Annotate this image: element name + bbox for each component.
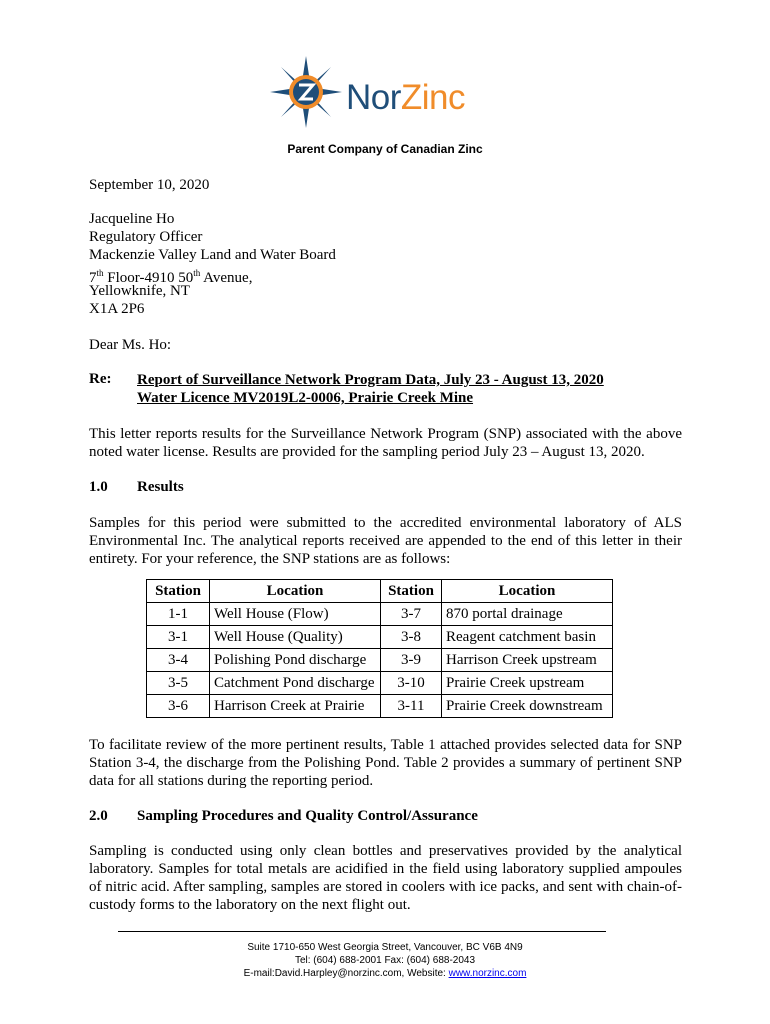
table-row <box>147 603 613 626</box>
table-row <box>147 626 613 649</box>
footer-email: E-mail:David.Harpley@norzinc.com, Website: <box>243 968 449 979</box>
table-cell: Well House (Quality) <box>210 626 381 649</box>
table-row <box>147 649 613 672</box>
table-cell: 1-1 <box>147 603 210 626</box>
section1-paragraph2: To facilitate review of the more pertinent results, Table 1 attached provides selected data for SNP Station 3-4, the discharge from the Polishing Pond. Table 2 provides a summary of pertinent SNP data for all stations during the reporting period. <box>89 737 682 789</box>
section1-paragraph: Samples for this period were submitted to the accredited environmental laboratory of ALS Environmental Inc. The analytical reports received are appended to the end of this letter in their entirety. For your reference, the SNP stations are as follows: <box>89 515 682 567</box>
table-header-station: Station <box>381 580 442 603</box>
table-cell: 3-9 <box>381 649 442 672</box>
footer-address: Suite 1710-650 West Georgia Street, Vancouver, BC V6B 4N9 <box>247 942 523 953</box>
section2-title: Sampling Procedures and Quality Control/Assurance <box>137 808 478 824</box>
footer-divider <box>118 931 606 932</box>
parent-company-line: Parent Company of Canadian Zinc <box>287 142 483 156</box>
section2-number: 2.0 <box>89 808 108 824</box>
section1-title: Results <box>137 479 184 495</box>
table-row <box>147 672 613 695</box>
table-cell: 3-10 <box>381 672 442 695</box>
letter-date: September 10, 2020 <box>89 177 210 193</box>
re-subject-line1: Report of Surveillance Network Program Data, July 23 - August 13, 2020 <box>137 372 604 388</box>
table-cell: Harrison Creek at Prairie <box>210 695 381 718</box>
recipient-postal: X1A 2P6 <box>89 301 145 317</box>
salutation: Dear Ms. Ho: <box>89 337 172 353</box>
recipient-organization: Mackenzie Valley Land and Water Board <box>89 247 336 263</box>
table-cell: 870 portal drainage <box>442 603 613 626</box>
table-cell: 3-8 <box>381 626 442 649</box>
table-cell: Prairie Creek downstream <box>442 695 613 718</box>
table-cell: 3-6 <box>147 695 210 718</box>
section1-number: 1.0 <box>89 479 108 495</box>
logo-wordmark: NorZinc <box>346 78 466 117</box>
re-label: Re: <box>89 371 112 387</box>
table-cell: Harrison Creek upstream <box>442 649 613 672</box>
table-cell: Polishing Pond discharge <box>210 649 381 672</box>
re-subject <box>137 371 604 407</box>
re-subject-line2: Water Licence MV2019L2-0006, Prairie Creek Mine <box>137 390 474 406</box>
section2-paragraph: Sampling is conducted using only clean bottles and preservatives provided by the analytical laboratory. Samples for total metals are acidified in the field using laboratory supplied ampoules of nitric acid. After sampling, samples are stored in coolers with ice packs, and sent with chain-of-custody forms to the laboratory on the next flight out. <box>89 843 682 913</box>
recipient-title: Regulatory Officer <box>89 229 203 245</box>
footer-phones: Tel: (604) 688-2001 Fax: (604) 688-2043 <box>294 955 476 966</box>
table-header-station: Station <box>147 580 210 603</box>
table-cell: Catchment Pond discharge <box>210 672 381 695</box>
table-cell: 3-1 <box>147 626 210 649</box>
intro-paragraph: This letter reports results for the Surveillance Network Program (SNP) associated with the above noted water license. Results are provided for the sampling period July 23 – August 13, 2020. <box>89 426 682 460</box>
website-link[interactable]: www.norzinc.com <box>448 968 527 979</box>
recipient-address: 7th Floor-4910 50th Avenue, <box>89 268 253 286</box>
norzinc-logo <box>266 52 506 132</box>
table-header-location: Location <box>210 580 381 603</box>
footer-contact <box>0 967 770 980</box>
table-header-location: Location <box>442 580 613 603</box>
table-cell: 3-5 <box>147 672 210 695</box>
snp-stations-table <box>146 579 613 718</box>
table-cell: 3-11 <box>381 695 442 718</box>
table-cell: Prairie Creek upstream <box>442 672 613 695</box>
table-cell: 3-7 <box>381 603 442 626</box>
table-header-row <box>147 580 613 603</box>
recipient-city: Yellowknife, NT <box>89 283 190 299</box>
table-row <box>147 695 613 718</box>
table-cell: Well House (Flow) <box>210 603 381 626</box>
table-cell: Reagent catchment basin <box>442 626 613 649</box>
table-cell: 3-4 <box>147 649 210 672</box>
recipient-name: Jacqueline Ho <box>89 211 175 227</box>
compass-icon <box>266 52 346 132</box>
